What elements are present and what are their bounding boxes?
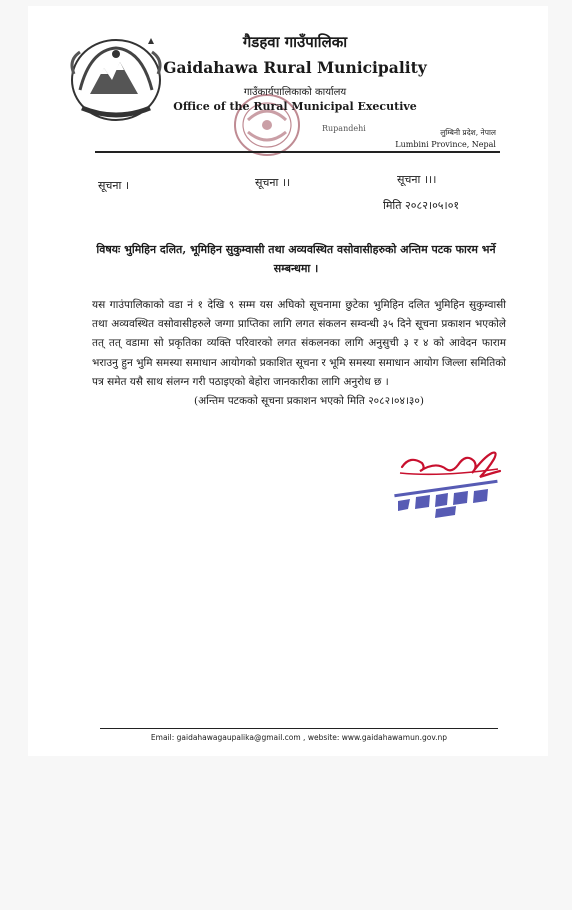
- last-publication-date: (अन्तिम पटकको सूचना प्रकाशन भएको मिति २०८२।०४।३०): [194, 395, 424, 408]
- org-name-english: Gaidahawa Rural Municipality: [163, 58, 427, 77]
- office-name-english: Office of the Rural Municipal Executive: [173, 100, 417, 113]
- org-name-nepali: गैडहवा गाउँपालिका: [242, 33, 348, 51]
- footer-contact: Email: gaidahawagaupalika@gmail.com , website: www.gaidahawamun.gov.np: [150, 733, 448, 742]
- name-stamp: [394, 480, 497, 518]
- district-name: Rupandehi: [322, 124, 366, 133]
- body-text: [92, 296, 506, 411]
- notice-label-3: सूचना ।।।: [397, 173, 437, 186]
- notice-label-1: सूचना ।: [98, 179, 130, 192]
- footer-divider: [100, 728, 498, 729]
- province-nepali: लुम्बिनी प्रदेश, नेपाल: [440, 128, 496, 137]
- signature-and-stamp: [380, 443, 510, 523]
- body-paragraph: यस गाउंपालिकाको वडा नं १ देखि ९ सम्म यस अघिको सूचनामा छुटेका भुमिहिन दलित भुमिहिन सुकुम्वासी तथा अव्यवस्थित वसोवासीहरुले जग्गा प्राप्तिका लागि लगत संकलन सम्वन्धी ३५ दिने सूचना प्रकाशन भएकोले तत् तत् वडामा सो प्रकृतिका व्यक्ति परिवारको लगत संकलनका लागि अनुसुची ३ र ४ को आवेदन फाराम भराउनु हुन भुमि समस्या समाधान आयोगको प्रकाशित सूचना र भूमि समस्या समाधान आयोग जिल्ला समितिको पत्र समेत यसै साथ संलग्न गरी पठाइएको बेहोरा जानकारीका लागि अनुरोध छ ।: [92, 299, 506, 388]
- nepal-emblem-logo: [60, 30, 172, 128]
- office-name-nepali: गाउँकार्यपालिकाको कार्यालय: [243, 87, 347, 98]
- notice-date: मिति २०८२।०५।०१: [383, 199, 460, 212]
- province-english: Lumbini Province, Nepal: [395, 140, 496, 149]
- header-divider: [95, 151, 500, 153]
- notice-label-2: सूचना ।।: [255, 176, 291, 189]
- subject-line: विषयः भुमिहिन दलित, भूमिहिन सुकुम्वासी तथा अव्यवस्थित वसोवासीहरुको अन्तिम पटक फारम भर्ने सम्बन्धमा ।: [96, 243, 496, 275]
